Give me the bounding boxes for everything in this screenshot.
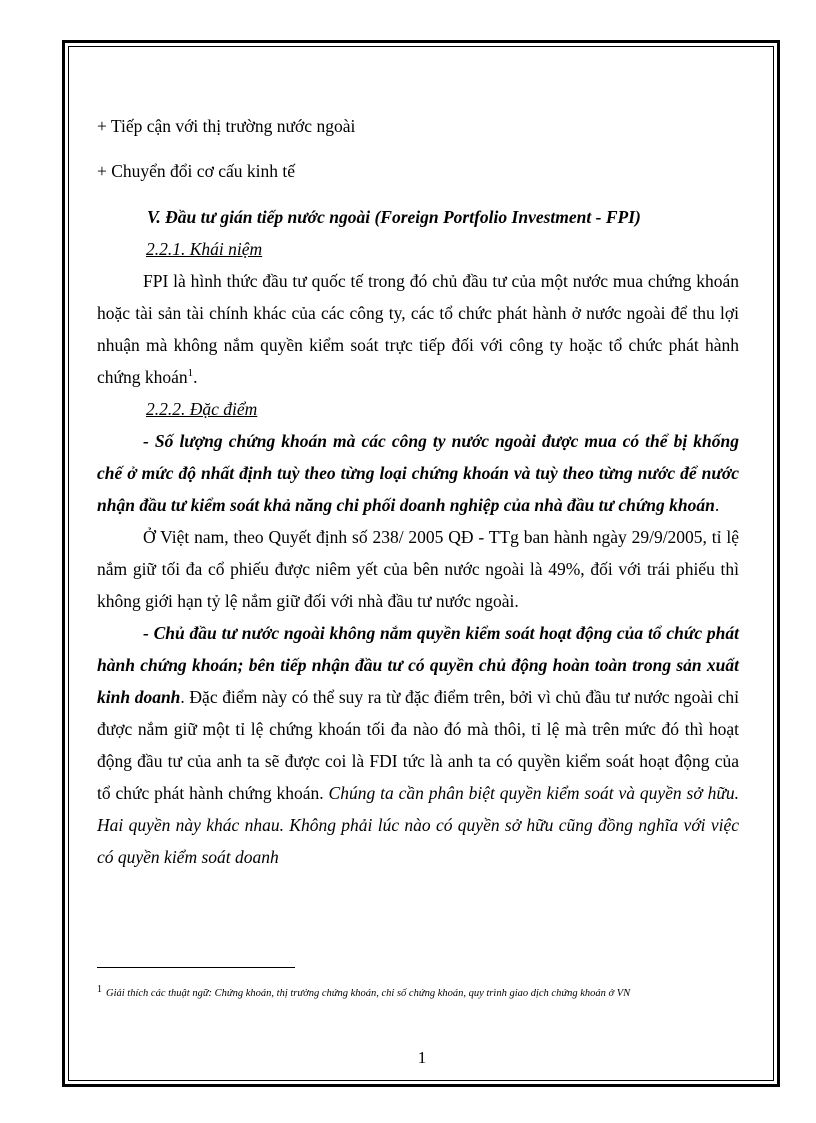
subheading-khai-niem: 2.2.1. Khái niệm: [146, 239, 263, 259]
emphasized-text: - Số lượng chứng khoán mà các công ty nước ngoài được mua có thể bị khống chế ở mức độ nhất định tuỳ theo từng loại chứng khoán và tuỳ theo từng nước để nước nhận đầu tư kiểm soát khả năng chi phối doanh nghiệp của nhà đầu tư chứng khoán: [97, 431, 739, 515]
paragraph-vietnam-regulation: Ở Việt nam, theo Quyết định số 238/ 2005 QĐ - TTg ban hành ngày 29/9/2005, tỉ lệ nắm giữ tối đa cổ phiếu được niêm yết của bên nước ngoài là 49%, đối với trái phiếu thì không giới hạn tỷ lệ nắm giữ đối với nhà đầu tư nước ngoài.: [97, 527, 739, 611]
paragraph-definition: [97, 265, 739, 393]
footnote: [97, 984, 737, 1004]
footnote-text: Giải thích các thuật ngữ: Chứng khoán, thị trường chứng khoán, chỉ số chứng khoán, quy trình giao dịch chứng khoán ở VN: [106, 988, 631, 999]
document-body: [97, 110, 739, 873]
paragraph-text: . Đặc điểm này có thể suy ra từ đặc điểm trên, bởi vì chủ đầu tư nước ngoài chỉ được nắm giữ một tỉ lệ chứng khoán tối đa nào đó mà thôi, tỉ lệ mà trên mức đó thì hoạt động đầu tư của anh ta sẽ được coi là FDI tức là anh ta có quyền kiểm soát hoạt động của tổ chức phát hành chứng khoán.: [97, 687, 739, 803]
paragraph-feature-2: [97, 617, 739, 873]
bullet-item: + Tiếp cận với thị trường nước ngoài: [97, 116, 356, 136]
footnote-mark: 1: [97, 983, 102, 995]
italic-text: Chúng ta cần phân biệt quyền kiểm soát và quyền sở hữu. Hai quyền này khác nhau. Không phải lúc nào có quyền sở hữu cũng đồng nghĩa với việc có quyền kiểm soát doanh: [97, 783, 739, 867]
paragraph-text: FPI là hình thức đầu tư quốc tế trong đó chủ đầu tư của một nước mua chứng khoán hoặc tài sản tài chính khác của các công ty, các tổ chức phát hành ở nước ngoài để thu lợi nhuận mà không nắm quyền kiểm soát trực tiếp đối với công ty hoặc tổ chức phát hành chứng khoán: [97, 271, 739, 387]
footnote-reference[interactable]: 1: [187, 367, 194, 380]
subheading-dac-diem: 2.2.2. Đặc điểm: [146, 399, 258, 419]
section-heading: V. Đầu tư gián tiếp nước ngoài (Foreign Portfolio Investment - FPI): [147, 207, 641, 227]
paragraph-text-end: .: [193, 367, 198, 387]
footnote-separator: [97, 967, 295, 968]
bullet-item: + Chuyển đổi cơ cấu kinh tế: [97, 161, 295, 181]
paragraph-text-end: .: [714, 495, 720, 515]
page-number: 1: [417, 1048, 427, 1067]
emphasized-text: - Chủ đầu tư nước ngoài không nắm quyền kiểm soát hoạt động của tổ chức phát hành chứng khoán; bên tiếp nhận đầu tư có quyền chủ động hoàn toàn trong sản xuất kinh doanh: [97, 623, 739, 707]
paragraph-feature-1: [97, 425, 739, 521]
